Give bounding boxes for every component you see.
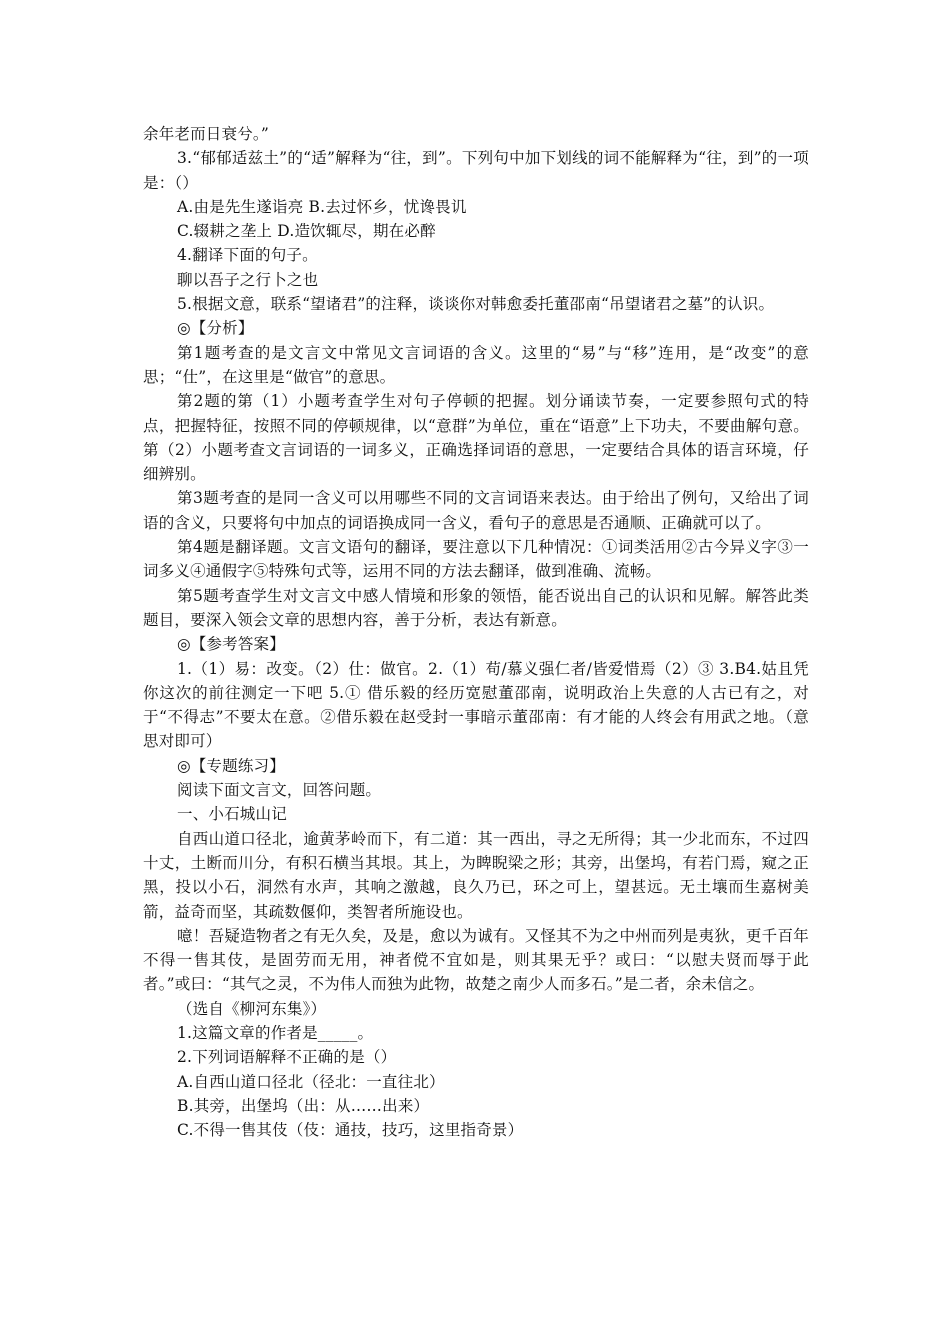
paragraph-continuation: 余年老而日衰兮。” [143, 125, 269, 143]
practice-instruction: 阅读下面文言文，回答问题。 [177, 781, 382, 800]
analysis-paragraph: 第3题考查的是同一含义可以用哪些不同的文言词语来表达。由于给出了例句，又给出了词语的含义，只要将句中加点的词语换成同一含义，看句子的意思是否通顺、正确就可以了。 [143, 489, 809, 532]
question-3: 3.“郁郁适兹土”的“适”解释为“往，到”。下列句中加下划线的词不能解释为“往，到”的一项是：（） [143, 149, 809, 192]
passage-source: （选自《柳河东集》） [177, 999, 327, 1018]
practice-question-1: 1.这篇文章的作者是_____。 [177, 1023, 374, 1042]
analysis-paragraph: 第4题是翻译题。文言文语句的翻译，要注意以下几种情况：①词类活用②古今异义字③一词多义④通假字⑤特殊句式等，运用不同的方法去翻译，做到准确、流畅。 [143, 538, 809, 581]
document-body [143, 122, 809, 1142]
passage-paragraph: 噫！吾疑造物者之有无久矣，及是，愈以为诚有。又怪其不为之中州而列是夷狄，更千百年不得一售其伎，是固劳而无用，神者傥不宜如是，则其果无乎？或曰：“以慰夫贤而辱于此者。”或曰：“其气之灵，不为伟人而独为此物，故楚之南少人而多石。”是二者，余未信之。 [143, 926, 809, 994]
analysis-paragraph: 第2题的第（1）小题考查学生对句子停顿的把握。划分诵读节奏，一定要参照句式的特点，把握特征，按照不同的停顿规律，以“意群”为单位，重在“语意”上下功夫，不要曲解句意。第（2）小题考查文言词语的一词多义，正确选择词语的意思，一定要结合具体的语言环境，仔细辨别。 [143, 392, 809, 484]
passage-paragraph: 自西山道口径北，逾黄茅岭而下，有二道：其一西出，寻之无所得；其一少北而东，不过四十丈，土断而川分，有积石横当其垠。其上，为睥睨梁之形；其旁，出堡坞，有若门焉，窥之正黑，投以小石，洞然有水声，其响之激越，良久乃已，环之可上，望甚远。无土壤而生嘉树美箭，益奇而坚，其疏数偃仰，类智者所施设也。 [143, 829, 809, 921]
question-5: 5.根据文意，联系“望诸君”的注释，谈谈你对韩愈委托董邵南“吊望诸君之墓”的认识。 [177, 295, 775, 314]
question-4-sentence: 聊以吾子之行卜之也 [177, 270, 319, 289]
answers-paragraph: 1.（1）易：改变。（2）仕：做官。2.（1）苟/慕义强仁者/皆爱惜焉（2）③ 3.B4.姑且凭你这次的前往测定一下吧 5.① 借乐毅的经历宽慰董邵南，说明政治上失意的人古已有之，对于“不得志”不要太在意。②借乐毅在赵受封一事暗示董邵南：有才能的人终会有用武之地。（意思对即可） [143, 659, 809, 751]
practice-option-b: B.其旁，出堡坞（出：从……出来） [177, 1096, 430, 1115]
question-3-options-cd: C.辍耕之垄上 D.造饮辄尽，期在必醉 [177, 222, 436, 241]
question-4: 4.翻译下面的句子。 [177, 246, 318, 265]
passage-title: 一、小石城山记 [177, 805, 287, 824]
analysis-paragraph: 第5题考查学生对文言文中感人情境和形象的领悟，能否说出自己的认识和见解。解答此类题目，要深入领会文章的思想内容，善于分析，表达有新意。 [143, 586, 809, 629]
section-heading-answers: ◎【参考答案】 [177, 635, 285, 654]
section-heading-analysis: ◎【分析】 [177, 319, 254, 338]
practice-option-c: C.不得一售其伎（伎：通技，技巧，这里指奇景） [177, 1121, 524, 1140]
practice-option-a: A.自西山道口径北（径北：一直往北） [177, 1072, 445, 1091]
analysis-paragraph: 第1题考查的是文言文中常见文言词语的含义。这里的“易”与“移”连用，是“改变”的意思；“仕”，在这里是“做官”的意思。 [143, 343, 809, 386]
question-3-options-ab: A.由是先生遂诣亮 B.去过怀乡，忧谗畏讥 [177, 197, 467, 216]
section-heading-practice: ◎【专题练习】 [177, 756, 285, 775]
practice-question-2: 2.下列词语解释不正确的是（） [177, 1048, 397, 1067]
